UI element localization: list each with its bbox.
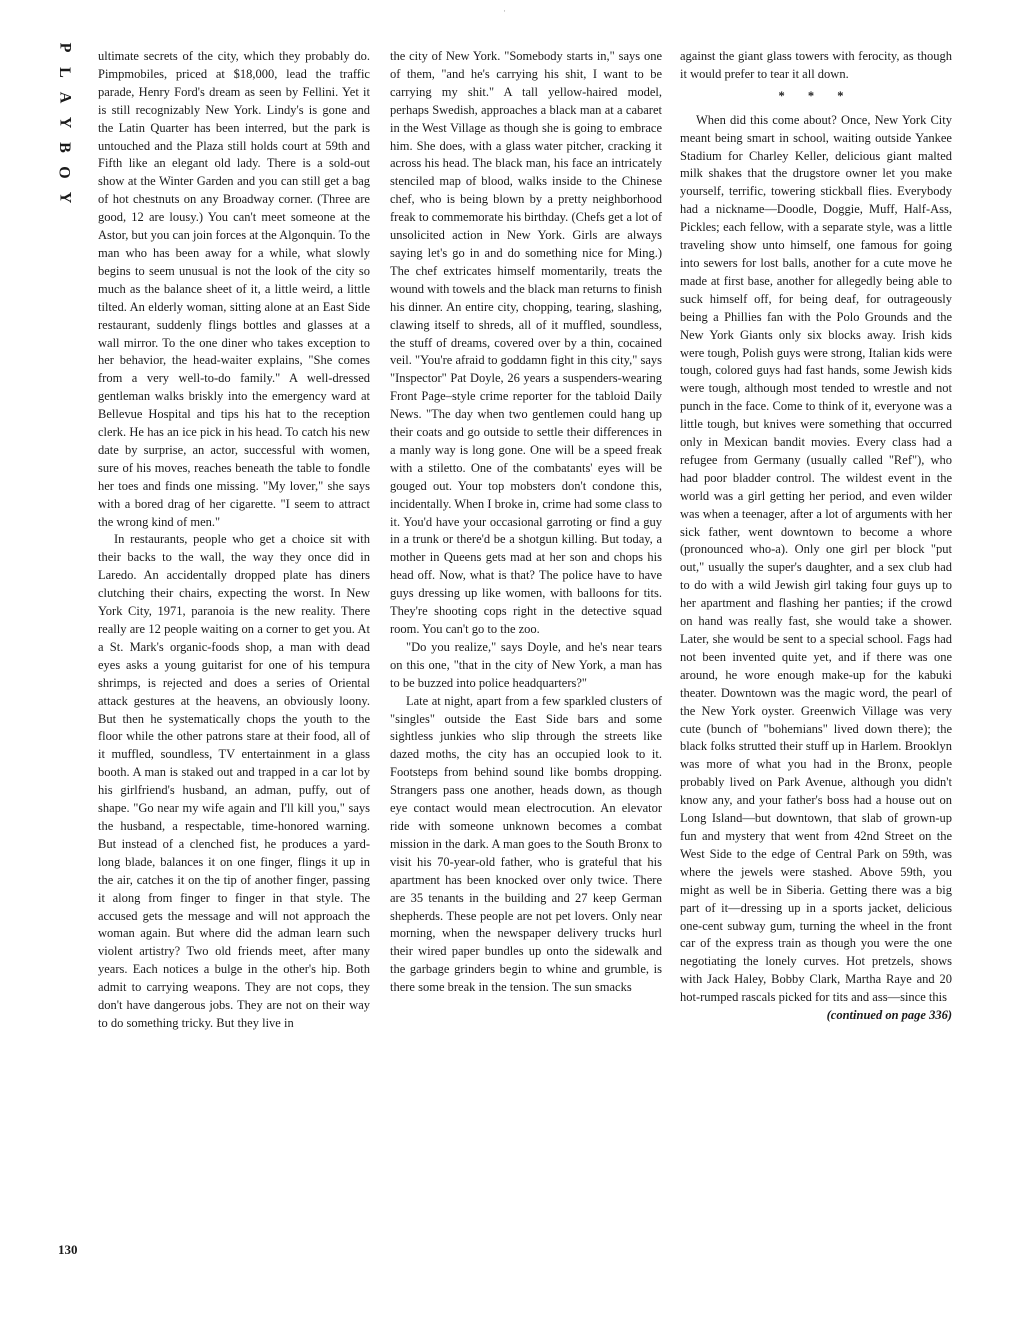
paragraph: ultimate secrets of the city, which they probably do. Pimpmobiles, priced at $18,000, lead the traffic parade, Henry Ford's dream as seen by Fellini. Yet it is still recognizably New York. Lindy's is gone and the Latin Quarter has been interred, but the park is untouched and the Plaza still holds court at 59th and Fifth like an elegant old lady. There is a sold-out show at the Winter Garden and you can still get a bag of hot chestnuts on any Broadway corner. (Three are good, 12 are lousy.) You can't meet someone at the Astor, but you can join forces at the Algonquin. To the man who has been away for a while, what slowly begins to seem unusual is not the look of the city so much as the balance sheet of it, a little weird, a little tilted. An elderly woman, sitting alone at an East Side restaurant, suddenly flings bottles and glasses at a wall mirror. To the one diner who takes exception to her behavior, the head-waiter explains, "She comes from a very well-to-do family." A well-dressed gentleman walks briskly into the emergency ward at Bellevue Hospital and tips his hat to the reception clerk. He has an ice pick in his head. To catch his new date by surprise, an actor, successful with women, sure of his moves, reaches beneath the table to fondle her toes and finds one missing. "My lover," she says with a bored drag of her cigarette. "I seem to attract the wrong kind of men." <box>98 49 370 529</box>
paragraph: the city of New York. "Somebody starts in," says one of them, "and he's carrying his shit, I want to be carrying my shit." A tall yellow-haired model, perhaps Swedish, approaches a black man at a cabaret in the West Village as though she is going to embrace him. She does, with a glass water pitcher, cracking it across his head. The black man, his face an intricately stenciled map of blood, walks inside to the Chinese chef, who is being blown by a pretty neighborhood freak to commemorate his birthday. (Chefs get a lot of unsolicited action in New York. Girls are always saying let's go in and do something nice for Ming.) The chef extricates himself momentarily, treats the wound with towels and the black man returns to finish his dinner. An entire city, chopping, tearing, slashing, clawing itself to shreds, all of it muffled, soundless, the stuff of dreams, covered over by a thin, cocained veil. "You're afraid to goddamn fight in this city," says "Inspector" Pat Doyle, 26 years a suspenders-wearing Front Page–style crime reporter for the tabloid Daily News. "The day when two gentlemen could hang up their coats and go outside to settle their differences in a manly way is long gone. One will be a speed freak with a stiletto. One of the combatants' eyes will be gouged out. Your top mobsters don't condone this, incidentally. When I broke in, crime had some class to it. You'd have your occasional garroting or find a guy in a trunk or there'd be a shotgun killing. But today, a mother in Queens gets mad at her son and chops his head off. Now, what is that? The police have to have guys dressing up like women, with balloons for tits. They're shooting cops right in the detective squad room. You can't go to the zoo. <box>390 49 662 636</box>
article-column-1 <box>98 48 370 1033</box>
magazine-letter: A <box>56 91 73 105</box>
magazine-letter: O <box>55 166 73 180</box>
page-number: 130 <box>58 1242 78 1257</box>
magazine-letter: B <box>55 142 73 154</box>
paragraph: Late at night, apart from a few sparkled clusters of "singles" outside the East Side bars and some sightless junkies who slip through the streets like dazed moths, the city has an occupied look to it. Footsteps from behind sound like bombs dropping. Strangers pass one another, heads down, as though eye contact would mean electrocution. An elevator ride with someone unknown becomes a combat mission in the dark. A man goes to the South Bronx to visit his 70-year-old father, who is grateful that his apartment has been knocked over only twice. There are 35 tenants in the building and 27 keep German shepherds. These people are not pet lovers. Only near morning, when the newspaper delivery trucks hurl their wired paper bundles up onto the sidewalk and the garbage grinders begin to whine and grumble, is there some break in the tension. The sun smacks <box>390 693 662 995</box>
section-separator: * * * <box>778 88 854 103</box>
stray-mark: · <box>503 6 506 16</box>
article-column-3 <box>680 48 952 1025</box>
magazine-letter: P <box>56 42 73 54</box>
paragraph: "Do you realize," says Doyle, and he's near tears on this one, "that in the city of New York, a man has to be buzzed into police headquarters?" <box>390 639 662 690</box>
magazine-name-vertical <box>52 40 76 215</box>
continued-line: (continued on page 336) <box>826 1008 952 1023</box>
paragraph: When did this come about? Once, New York City meant being smart in school, waiting outside Yankee Stadium for Charley Keller, delicious giant malted milk shakes that the drugstore owner let you make yourself, terrific, towering stickball flies. Everybody had a nickname—Doodle, Doggie, Muff, Half-Ass, Pickles; each fellow, with a separate style, was a little traveling show unto himself, one famous for going into sewers for lost balls, another for a cute move he made at first base, another for allegedly being able to suck himself off, for being deaf, for outrageously being a Phillies fan with the Polo Grounds and the New York Giants only six blocks away. Irish kids were tough, Polish guys were strong, Italian kids were tough, colored guys had fast hands, some Jewish kids were tough, although most tended to wrestle and not punch in the face. Come to think of it, everyone was a little tough, but knives were something that occurred only in Mexican bandit movies. Every class had a refugee from Germany (usually called "Ref"), who had poor bladder control. The wildest event in the world was a girl getting her period, and even wilder was when a teenager, after a lot of arguments with her sick father, went downtown to become a whore (pronounced who-a). Only one girl per block "put out," usually the super's daughter, and a sex club had to do with a wild Jewish girl taking four guys up to her apartment and flashing her panties; if the crowd on hand was really fast, she would take a shower. Later, she would be sent to a special school. Fags had not been invented quite yet, and if there was one around, he wore enough make-up for the kabuki theater. Downtown was the magic word, the pearl of the New York oyster. Greenwich Village was very cute (bunch of "bohemians" lived down there); the black folks strutted their stuff up in Harlem. Brooklyn was more of what you had in the Bronx, people probably lived on Park Avenue, although you didn't know any, and your father's boss had a house out on Long Island—but downtown, that slab of grown-up fun and mystery that went from 42nd Street on the West Side to the edge of Central Park on 59th, was where the jewels were stashed. Above 59th, you might as well be in Siberia. Getting there was a big part of it—dressing up in a sports jacket, delicious one-cent subway gum, turning the wheel in the front car of the express train as though you were the one negotiating the lonely curves. Hot pretzels, shows with Jack Haley, Bobby Clark, Martha Raye and 20 hot-rumped rascals picked for tits and ass—since this <box>680 112 952 1005</box>
magazine-letter: Y <box>56 191 73 205</box>
paragraph: In restaurants, people who get a choice sit with their backs to the wall, the way they once did in Laredo. An accidentally dropped plate has diners clutching their chairs, expecting the worst. In New York City, 1971, paranoia is the new reality. There really are 12 people waiting on a corner to get you. At a St. Mark's organic-foods shop, a man with dead eyes asks a young guitarist for one of his tempura shrimps, is rejected and does a series of Oriental attack gestures at the heavens, an obviously loony. But then he systematically chops the youth to the floor while the other patrons stare at their food, all of it muffled, soundless, TV entertainment in a glass booth. A man is staked out and trapped in a car lot by his girlfriend's husband, an adman, puffy, out of shape. "Go near my wife again and I'll kill you," says the husband, a respectable, time-honored warning. But instead of a clenched fist, he produces a yard-long blade, balances it on one finger, flings it up in the air, catches it on the tip of another finger, passing it along from finger to finger in that style. The accused gets the message and will not approach the woman again. But where did the adman learn such violent artistry? Two old friends meet, after many years. Each notices a bulge in the other's hip. Both admit to carrying weapons. They are not cops, they don't have dangerous jobs. They are not on their way to do something tricky. But they live in <box>98 532 370 1030</box>
paragraph: against the giant glass towers with ferocity, as though it would prefer to tear it all down. <box>680 49 952 81</box>
article-column-2 <box>390 48 662 997</box>
magazine-letter: Y <box>56 116 73 130</box>
magazine-letter: L <box>55 67 73 79</box>
